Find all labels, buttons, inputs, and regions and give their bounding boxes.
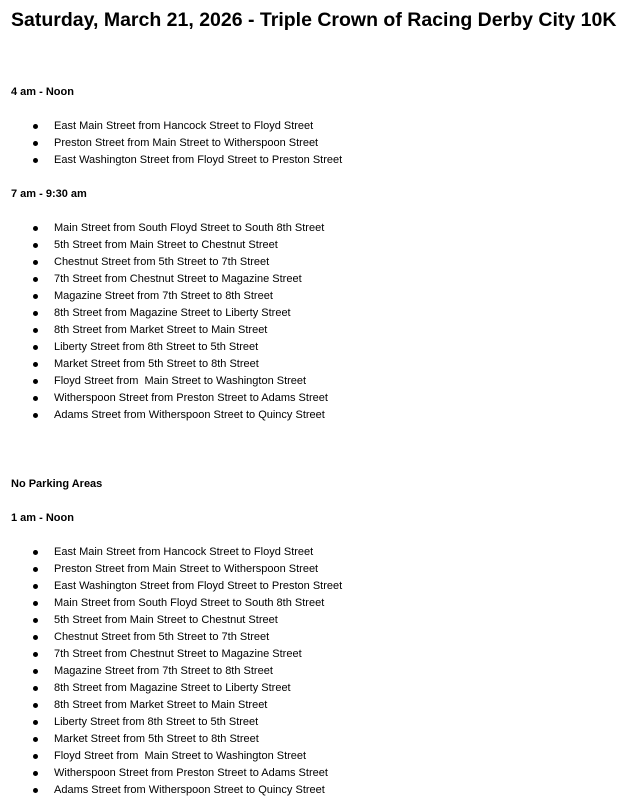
list-item: Witherspoon Street from Preston Street to Adams Street (0, 765, 342, 782)
list-item: 8th Street from Market Street to Main Street (0, 697, 342, 714)
list-item: East Main Street from Hancock Street to Floyd Street (0, 544, 342, 561)
no-parking-list-1am-noon (0, 544, 342, 799)
list-item: Magazine Street from 7th Street to 8th Street (0, 663, 342, 680)
list-item: 5th Street from Main Street to Chestnut Street (0, 612, 342, 629)
list-item: Liberty Street from 8th Street to 5th Street (0, 714, 342, 731)
section-heading-no-parking: No Parking Areas (11, 478, 103, 490)
closure-list-4am-noon (0, 118, 342, 169)
list-item: Magazine Street from 7th Street to 8th Street (0, 288, 328, 305)
list-item: Floyd Street from Main Street to Washington Street (0, 748, 342, 765)
list-item: 5th Street from Main Street to Chestnut Street (0, 237, 328, 254)
section-heading-4am-noon: 4 am - Noon (11, 86, 74, 98)
list-item: Main Street from South Floyd Street to South 8th Street (0, 595, 342, 612)
list-item: East Washington Street from Floyd Street to Preston Street (0, 578, 342, 595)
list-item: Market Street from 5th Street to 8th Street (0, 731, 342, 748)
list-item: Witherspoon Street from Preston Street to Adams Street (0, 390, 328, 407)
list-item: Liberty Street from 8th Street to 5th Street (0, 339, 328, 356)
list-item: 7th Street from Chestnut Street to Magazine Street (0, 271, 328, 288)
list-item: Adams Street from Witherspoon Street to Quincy Street (0, 782, 342, 799)
list-item: 8th Street from Magazine Street to Liberty Street (0, 305, 328, 322)
list-item: Market Street from 5th Street to 8th Street (0, 356, 328, 373)
list-item: Preston Street from Main Street to Witherspoon Street (0, 561, 342, 578)
list-item: East Washington Street from Floyd Street to Preston Street (0, 152, 342, 169)
list-item: 8th Street from Magazine Street to Liberty Street (0, 680, 342, 697)
list-item: Chestnut Street from 5th Street to 7th Street (0, 254, 328, 271)
section-heading-1am-noon: 1 am - Noon (11, 512, 74, 524)
list-item: Preston Street from Main Street to Witherspoon Street (0, 135, 342, 152)
closure-list-7am-930am (0, 220, 328, 424)
list-item: 7th Street from Chestnut Street to Magazine Street (0, 646, 342, 663)
list-item: Chestnut Street from 5th Street to 7th Street (0, 629, 342, 646)
list-item: East Main Street from Hancock Street to Floyd Street (0, 118, 342, 135)
list-item: 8th Street from Market Street to Main Street (0, 322, 328, 339)
page-title: Saturday, March 21, 2026 - Triple Crown of Racing Derby City 10K (11, 9, 617, 31)
list-item: Floyd Street from Main Street to Washington Street (0, 373, 328, 390)
section-heading-7am-930am: 7 am - 9:30 am (11, 188, 87, 200)
list-item: Adams Street from Witherspoon Street to Quincy Street (0, 407, 328, 424)
list-item: Main Street from South Floyd Street to South 8th Street (0, 220, 328, 237)
